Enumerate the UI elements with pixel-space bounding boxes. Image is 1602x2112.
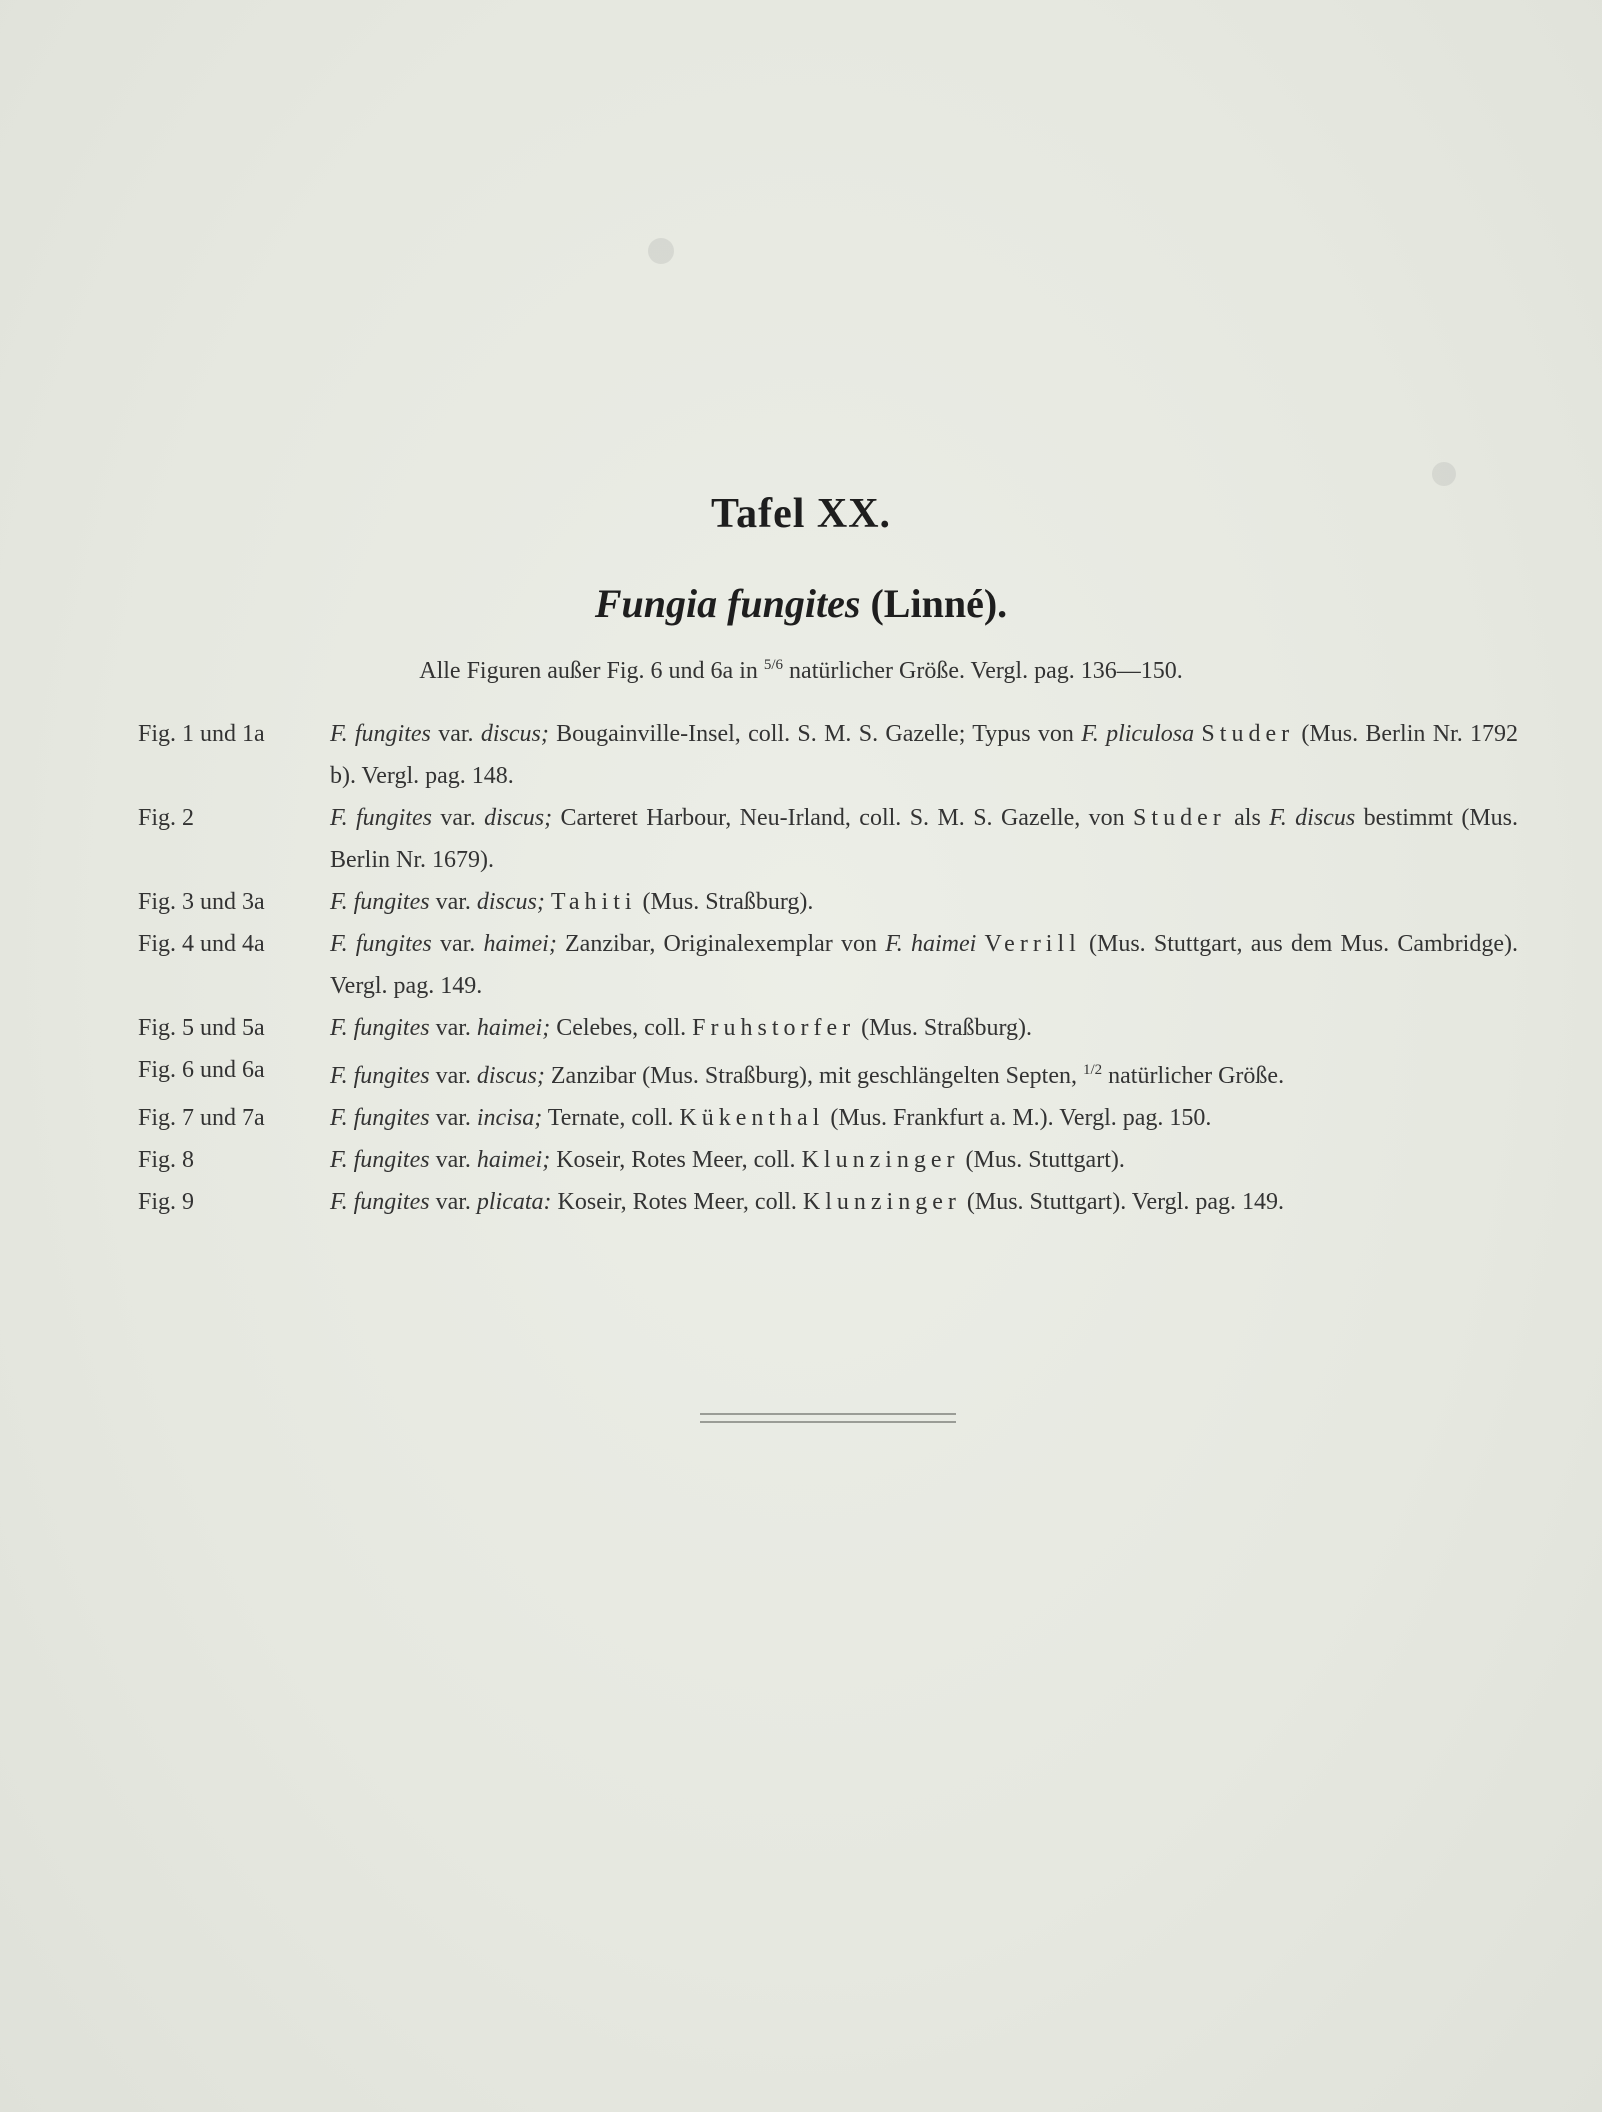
collector-name: Klunzinger — [802, 1189, 961, 1215]
taxon-name: F. fungites — [330, 1105, 430, 1131]
figure-entry — [138, 923, 1518, 1007]
figure-description — [330, 1139, 1518, 1181]
intro-line — [0, 657, 1602, 685]
species-author: (Linné). — [870, 581, 1008, 626]
figure-entry — [138, 1139, 1518, 1181]
taxon-name: plicata: — [476, 1189, 552, 1215]
description-text: (Mus. Berlin Nr. 1792 b). Vergl. pag. 148. — [330, 721, 1519, 789]
collector-name: Tahiti — [550, 889, 637, 915]
intro-after: natürlicher Größe. Vergl. pag. 136—150. — [789, 658, 1183, 684]
taxon-name: F. fungites — [330, 1147, 430, 1173]
description-text: natürlicher Größe. — [1102, 1063, 1285, 1089]
taxon-name: haimei; — [483, 931, 557, 957]
taxon-name: F. discus — [1269, 805, 1356, 831]
figure-entry — [138, 713, 1518, 797]
figure-description — [330, 1007, 1518, 1049]
paper-spot — [1432, 462, 1456, 486]
description-text: Zanzibar, Originalexemplar von — [556, 931, 886, 957]
collector-name: Klunzinger — [801, 1147, 960, 1173]
description-text: 1/2 — [1082, 1062, 1103, 1078]
description-text: Koseir, Rotes Meer, coll. — [550, 1147, 802, 1173]
description-text: Carteret Harbour, Neu-Irland, coll. S. M. S. Gazelle, von — [552, 805, 1134, 831]
description-text: (Mus. Stuttgart, aus dem Mus. Cambridge). Vergl. pag. 149. — [330, 931, 1518, 999]
figure-entry — [138, 1049, 1518, 1097]
intro-before: Alle Figuren außer Fig. 6 und 6a in — [419, 658, 758, 684]
description-text: var. — [429, 1015, 477, 1041]
taxon-name: discus; — [480, 721, 549, 747]
figure-label: Fig. 7 und 7a — [138, 1105, 265, 1131]
taxon-name: haimei; — [476, 1147, 551, 1173]
figure-legend-list — [138, 713, 1518, 1223]
figure-label: Fig. 4 und 4a — [138, 931, 265, 957]
description-text: (Mus. Stuttgart). — [959, 1147, 1125, 1173]
description-text: Bougainville-Insel, coll. S. M. S. Gazelle; Typus von — [548, 721, 1082, 747]
description-text: Koseir, Rotes Meer, coll. — [551, 1189, 803, 1215]
figure-entry — [138, 881, 1518, 923]
collector-name: Verrill — [984, 931, 1081, 957]
description-text: Zanzibar (Mus. Straßburg), mit geschlängelten Septen, — [544, 1063, 1083, 1089]
figure-entry — [138, 1097, 1518, 1139]
description-text: var. — [430, 721, 481, 747]
taxon-name: discus; — [476, 889, 545, 915]
taxon-name: F. fungites — [330, 805, 432, 831]
figure-description — [330, 797, 1518, 881]
taxon-name: F. pliculosa — [1081, 721, 1195, 747]
figure-description — [330, 1049, 1518, 1097]
figure-description — [330, 881, 1518, 923]
description-text: var. — [429, 1063, 477, 1089]
figure-label: Fig. 3 und 3a — [138, 889, 265, 915]
description-text: var. — [431, 805, 485, 831]
collector-name: Studer — [1133, 805, 1226, 831]
figure-description — [330, 1181, 1518, 1223]
species-heading — [0, 580, 1602, 627]
description-text: Celebes, coll. — [550, 1015, 693, 1041]
figure-label: Fig. 1 und 1a — [138, 721, 265, 747]
description-text: var. — [429, 1147, 477, 1173]
description-text: (Mus. Straßburg). — [636, 889, 814, 915]
taxon-name: F. fungites — [330, 1189, 430, 1215]
description-text: Ternate, coll. — [542, 1105, 680, 1131]
taxon-name: F. haimei — [885, 931, 977, 957]
description-text — [976, 931, 984, 957]
description-text: var. — [429, 889, 477, 915]
figure-label: Fig. 6 und 6a — [138, 1057, 265, 1083]
double-rule-divider — [700, 1413, 956, 1423]
collector-name: Studer — [1201, 721, 1295, 747]
description-text: var. — [429, 1189, 477, 1215]
intro-fraction: 5/6 — [763, 657, 784, 673]
taxon-name: F. fungites — [330, 889, 430, 915]
figure-label: Fig. 5 und 5a — [138, 1015, 265, 1041]
description-text: var. — [429, 1105, 477, 1131]
figure-description — [330, 713, 1518, 797]
figure-label: Fig. 2 — [138, 805, 195, 831]
description-text: var. — [431, 931, 484, 957]
taxon-name: F. fungites — [330, 931, 432, 957]
description-text: (Mus. Frankfurt a. M.). Vergl. pag. 150. — [824, 1105, 1212, 1131]
taxon-name: F. fungites — [330, 1015, 430, 1041]
taxon-name: F. fungites — [330, 721, 431, 747]
figure-description — [330, 1097, 1518, 1139]
figure-entry — [138, 1181, 1518, 1223]
taxon-name: incisa; — [476, 1105, 543, 1131]
figure-entry — [138, 1007, 1518, 1049]
plate-title: Tafel XX. — [710, 491, 892, 537]
figure-label: Fig. 8 — [138, 1147, 195, 1173]
description-text: bestimmt (Mus. Berlin Nr. 1679). — [330, 805, 1519, 873]
collector-name: Fruhstorfer — [692, 1015, 856, 1041]
figure-label: Fig. 9 — [138, 1189, 195, 1215]
taxon-name: discus; — [476, 1063, 545, 1089]
taxon-name: discus; — [484, 805, 553, 831]
description-text: (Mus. Straßburg). — [855, 1015, 1033, 1041]
species-name: Fungia fungites — [594, 581, 861, 626]
description-text: als — [1225, 805, 1270, 831]
taxon-name: F. fungites — [330, 1063, 430, 1089]
figure-entry — [138, 797, 1518, 881]
description-text: (Mus. Stuttgart). Vergl. pag. 149. — [960, 1189, 1284, 1215]
paper-spot — [648, 238, 674, 264]
figure-description — [330, 923, 1518, 1007]
taxon-name: haimei; — [476, 1015, 551, 1041]
collector-name: Kükenthal — [679, 1105, 825, 1131]
